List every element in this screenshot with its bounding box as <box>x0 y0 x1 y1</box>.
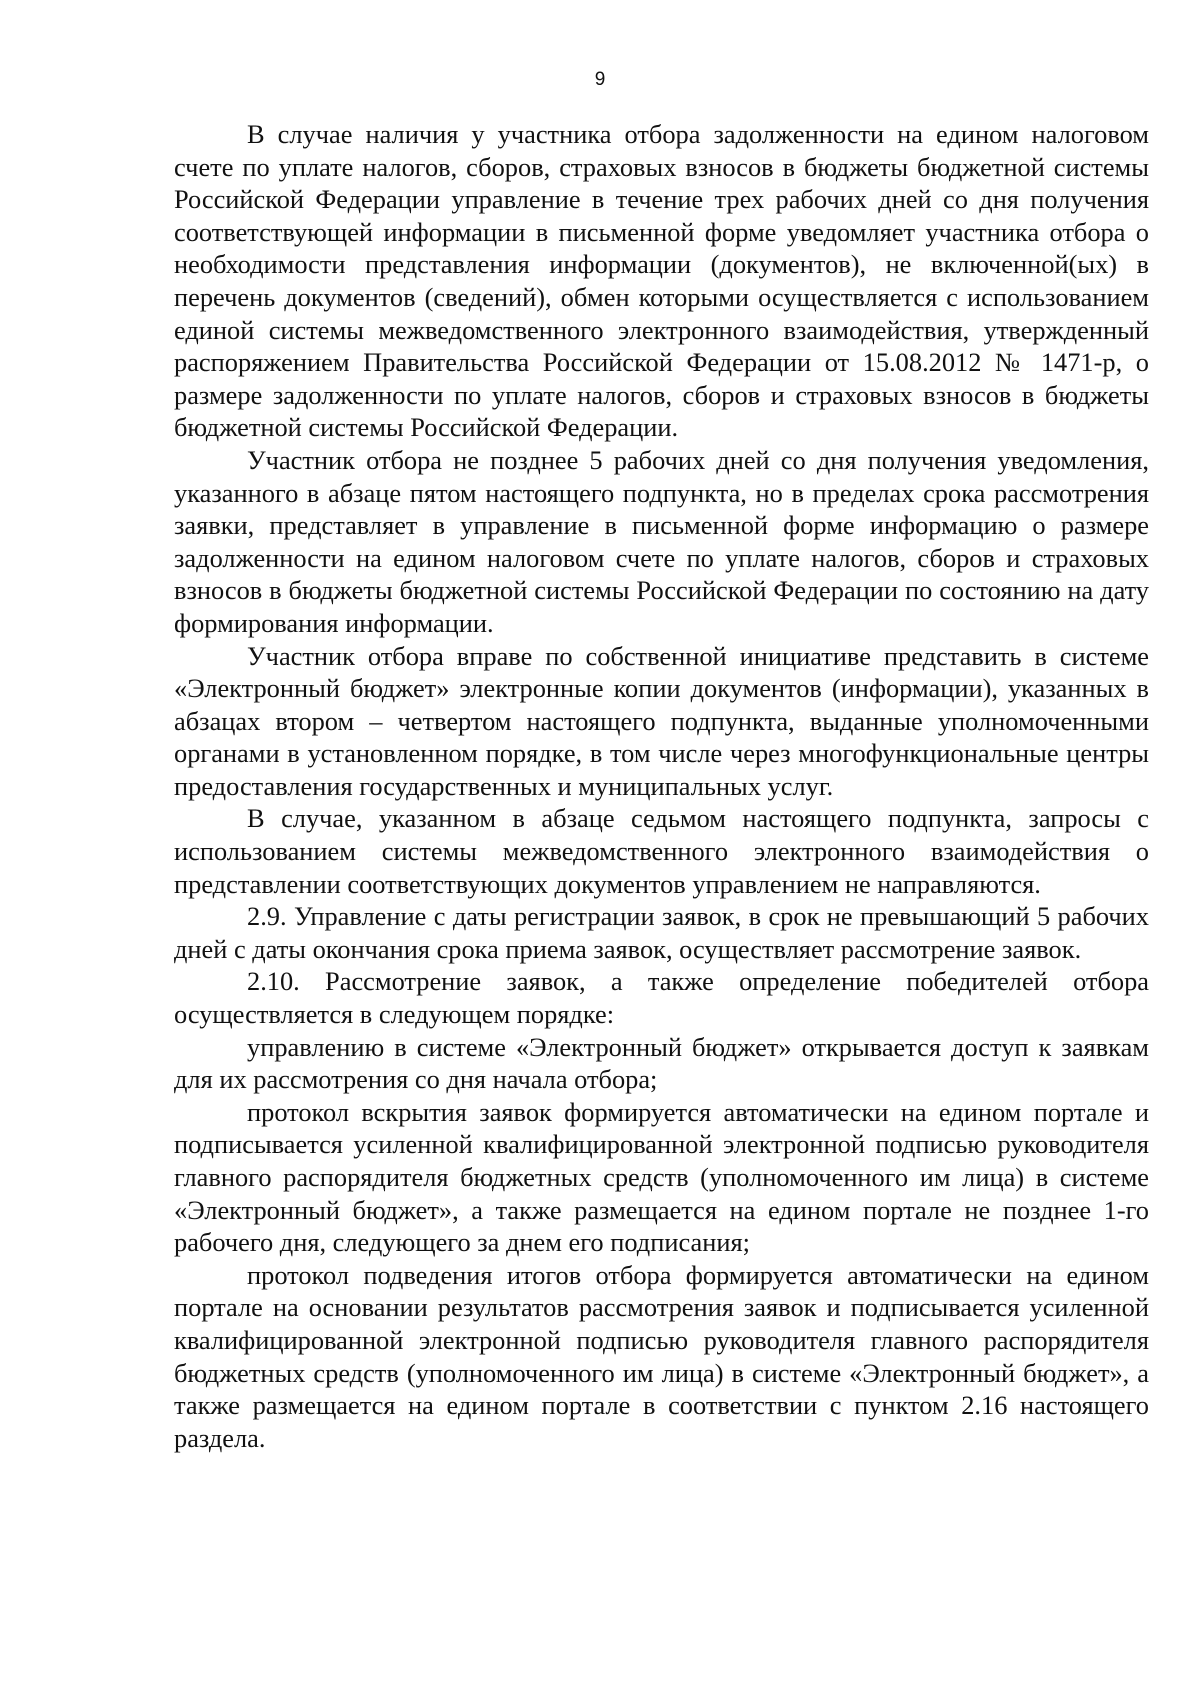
paragraph-access: управлению в системе «Электронный бюджет» открывается доступ к заявкам для их рассмотрения со дня начала отбора; <box>174 1031 1149 1095</box>
paragraph-opening-protocol: протокол вскрытия заявок формируется автоматически на едином портале и подписывается усиленной квалифицированной электронной подписью руководителя главного распорядителя бюджетных средств (уполномоченного им лица) в системе «Электронный бюджет», а также размещается на едином портале не позднее 1-го рабочего дня, следующего за днем его подписания; <box>174 1096 1149 1258</box>
page-number: 9 <box>594 69 606 90</box>
paragraph-debt-notification: В случае наличия у участника отбора задолженности на едином налоговом счете по уплате налогов, сборов, страховых взносов в бюджеты бюджетной системы Российской Федерации управление в течение трех рабочих дней со дня получения соответствующей информации в письменной форме уведомляет участника отбора о необходимости представления информации (документов), не включенной(ых) в перечень документов (сведений), обмен которыми осуществляется с использованием единой системы межведомственного электронного взаимодействия, утвержденный распоряжением Правительства Российской Федерации от 15.08.2012 № 1471-р, о размере задолженности по уплате налогов, сборов и страховых взносов в бюджеты бюджетной системы Российской Федерации. <box>174 119 1149 443</box>
paragraph-results-protocol: протокол подведения итогов отбора формируется автоматически на едином портале на основании результатов рассмотрения заявок и подписывается усиленной квалифицированной электронной подписью руководителя главного распорядителя бюджетных средств (уполномоченного им лица) в системе «Электронный бюджет», а также размещается на едином портале в соответствии с пунктом 2.16 настоящего раздела. <box>174 1259 1149 1453</box>
paragraph-2-9: 2.9. Управление с даты регистрации заявок, в срок не превышающий 5 рабочих дней с даты окончания срока приема заявок, осуществляет рассмотрение заявок. <box>174 901 1149 964</box>
paragraph-participant-response: Участник отбора не позднее 5 рабочих дней со дня получения уведомления, указанного в абзаце пятом настоящего подпункта, но в пределах срока рассмотрения заявки, представляет в управление в письменной форме информацию о размере задолженности на едином налоговом счете по уплате налогов, сборов и страховых взносов в бюджеты бюджетной системы Российской Федерации по состоянию на дату формирования информации. <box>174 444 1149 638</box>
paragraph-no-requests: В случае, указанном в абзаце седьмом настоящего подпункта, запросы с использованием системы межведомственного электронного взаимодействия о представлении соответствующих документов управлением не направляются. <box>174 803 1149 899</box>
paragraph-own-initiative: Участник отбора вправе по собственной инициативе представить в системе «Электронный бюджет» электронные копии документов (информации), указанных в абзацах втором – четвертом настоящего подпункта, выданные уполномоченными органами в установленном порядке, в том числе через многофункциональные центры предоставления государственных и муниципальных услуг. <box>174 640 1149 801</box>
document-body <box>174 118 1149 1454</box>
paragraph-2-10: 2.10. Рассмотрение заявок, а также определение победителей отбора осуществляется в следующем порядке: <box>174 966 1149 1030</box>
